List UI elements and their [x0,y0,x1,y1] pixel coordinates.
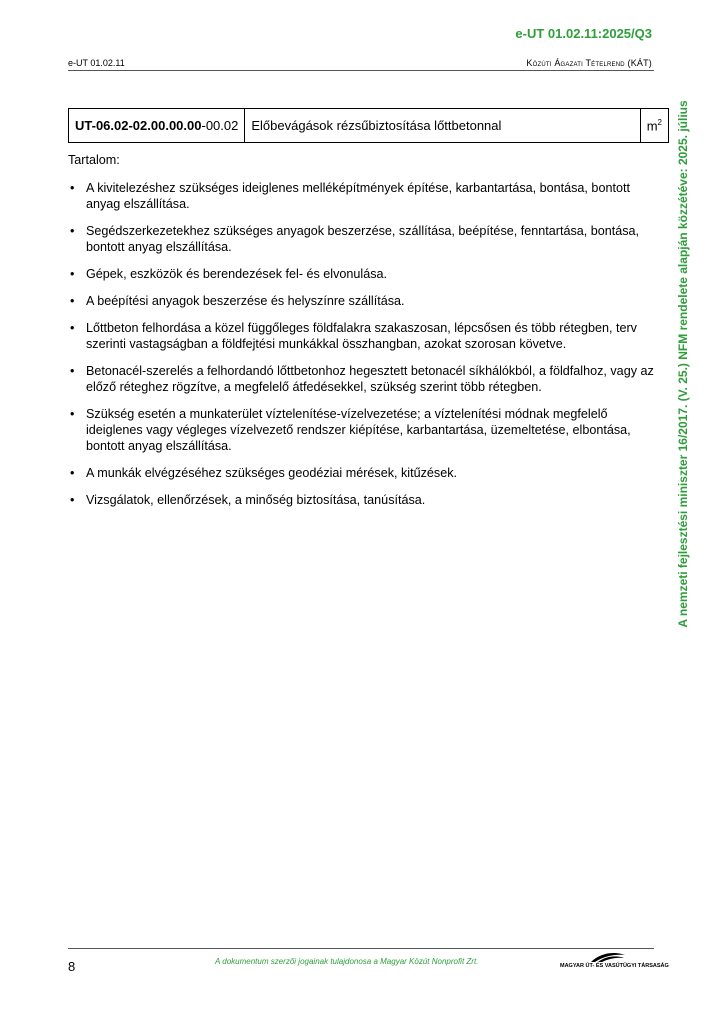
item-code-main: UT-06.02-02.00.00.00 [75,118,202,133]
item-title: Előbevágások rézsűbiztosítása lőttbetonnal [245,109,640,143]
publication-note: A nemzeti fejlesztési miniszter 16/2017. (V. 25.) NFM rendelete alapján közzétéve: 2025. július [676,100,690,628]
logo-text: MAGYAR ÚT- ÉS VASÚTÜGYI TÁRSASÁG [560,963,669,969]
header-left: e-UT 01.02.11 [68,58,125,68]
item-table [68,108,669,143]
item-row [69,109,669,143]
list-item: • Segédszerkezetekhez szükséges anyagok beszerzése, szállítása, beépítése, fenntartása, bontása, bontott anyag elszállítása. [68,223,654,255]
logo-swoosh-icon [590,951,626,963]
copyright-notice: A dokumentum szerzői jogainak tulajdonosa a Magyar Közút Nonprofit Zrt. [215,957,479,966]
list-item: • A munkák elvégzéséhez szükséges geodéziai mérések, kitűzések. [68,465,654,481]
list-item: • A beépítési anyagok beszerzése és helyszínre szállítása. [68,293,654,309]
list-item: • Vizsgálatok, ellenőrzések, a minőség biztosítása, tanúsítása. [68,492,654,508]
list-item: • Lőttbeton felhordása a közel függőleges földfalakra szakaszosan, lépcsősen és több rétegben, terv szerinti vastagságban a földfejtési munkákkal összhangban, azokat szorosan követve. [68,320,654,352]
document-code: e-UT 01.02.11:2025/Q3 [515,26,652,41]
list-item: • Szükség esetén a munkaterület víztelenítése-vízelvezetése; a víztelenítési módnak megfelelő ideiglenes vagy végleges vízelvezető rendszer kiépítése, karbantartása, üzemeltetése, elbontása, bontott anyag elszállítása. [68,406,654,454]
item-unit [640,109,668,143]
page-number: 8 [68,959,76,974]
list-item: • A kivitelezéshez szükséges ideiglenes melléképítmények építése, karbantartása, bontása, bontott anyag elszállítása. [68,180,654,212]
item-code-suffix: -00.02 [201,118,239,133]
item-unit-exponent: 2 [657,117,662,127]
item-unit-base: m [646,118,658,134]
item-code [69,109,245,143]
list-item: • Betonacél-szerelés a felhordandó lőttbetonhoz hegesztett betonacél síkhálókból, a földfalhoz, vagy az előző réteghez rögzítve, a megfelelő átfedésekkel, szükség szerint több rétegben. [68,363,654,395]
footer-divider [68,948,654,949]
content-section [68,152,654,519]
content-label: Tartalom: [68,153,120,167]
content-list [68,180,654,508]
header-divider [68,70,654,71]
company-logo [560,951,669,973]
list-item: • Gépek, eszközök és berendezések fel- és elvonulása. [68,266,654,282]
header-right: Közúti Ágazati Tételrend (KÁT) [526,58,652,68]
